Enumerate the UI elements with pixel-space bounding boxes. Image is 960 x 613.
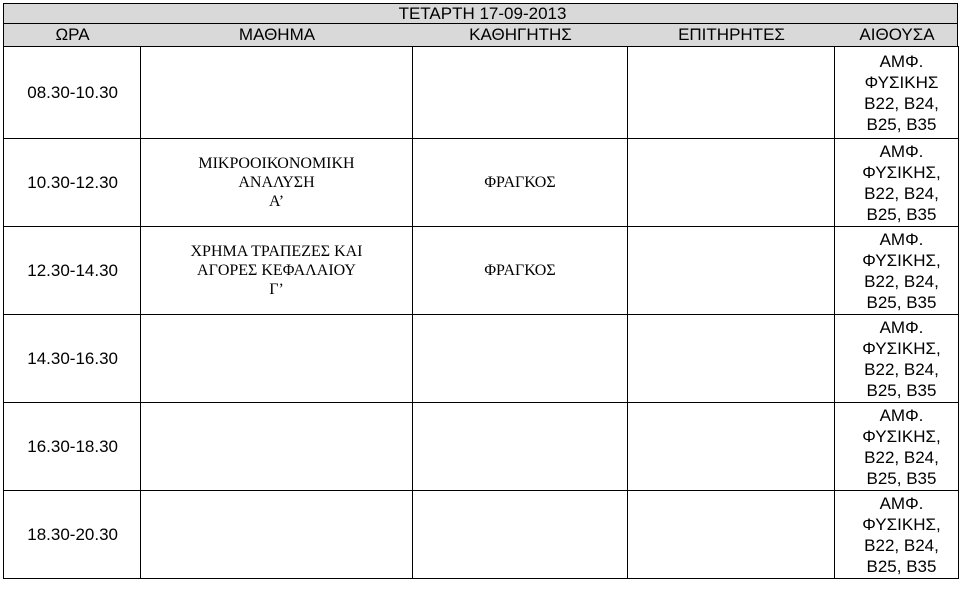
room-cell xyxy=(835,403,959,491)
professor-cell xyxy=(413,491,628,579)
professor-cell xyxy=(413,47,628,139)
room-line: Β25, Β35 xyxy=(866,556,937,576)
proctors-cell xyxy=(628,139,835,227)
course-line: ΑΓΟΡΕΣ ΚΕΦΑΛΑΙΟΥ xyxy=(197,262,356,279)
day-header xyxy=(3,3,958,24)
column-header-course: ΜΑΘΗΜΑ xyxy=(238,25,316,44)
room-line: Β25, Β35 xyxy=(866,114,937,134)
table-row xyxy=(4,47,959,139)
exam-schedule-sheet xyxy=(3,3,958,610)
time-slot: 16.30-18.30 xyxy=(4,403,141,491)
course-name xyxy=(141,154,412,211)
column-header-professor: ΚΑΘΗΓΗΤΗΣ xyxy=(469,25,572,44)
professor-cell xyxy=(413,315,628,403)
course-line: ΜΙΚΡΟΟΙΚΟΝΟΜΙΚΗ xyxy=(198,155,355,172)
day-title: ΤΕΤΑΡΤΗ 17-09-2013 xyxy=(398,4,567,23)
table-row xyxy=(4,139,959,227)
course-line: Α’ xyxy=(268,193,285,210)
room-line: ΑΜΦ. xyxy=(879,141,924,161)
professor-cell: ΦΡΑΓΚΟΣ xyxy=(413,227,628,315)
room-line: Β25, Β35 xyxy=(866,292,937,312)
room-line: Β22, Β24, xyxy=(864,535,939,555)
time-slot: 14.30-16.30 xyxy=(4,315,141,403)
professor-cell: ΦΡΑΓΚΟΣ xyxy=(413,139,628,227)
room-line: ΑΜΦ. xyxy=(879,229,924,249)
column-header-proctors: ΕΠΙΤΗΡΗΤΕΣ xyxy=(678,25,785,44)
column-header-time: ΩΡΑ xyxy=(55,25,90,44)
proctors-cell xyxy=(628,315,835,403)
room-line: Β25, Β35 xyxy=(866,380,937,400)
room-line: ΦΥΣΙΚΗΣ, xyxy=(862,162,941,182)
course-line: ΧΡΗΜΑ ΤΡΑΠΕΖΕΣ ΚΑΙ xyxy=(190,243,363,260)
room-cell xyxy=(835,47,959,139)
room-line: ΦΥΣΙΚΗΣ, xyxy=(862,250,941,270)
room-line: ΦΥΣΙΚΗΣ xyxy=(864,72,939,92)
schedule-table xyxy=(3,46,959,579)
room-line: Β22, Β24, xyxy=(864,447,939,467)
room-line: ΑΜΦ. xyxy=(879,317,924,337)
course-cell xyxy=(141,315,413,403)
room-line: ΦΥΣΙΚΗΣ, xyxy=(862,426,941,446)
room-cell xyxy=(835,139,959,227)
column-header-row xyxy=(3,24,958,46)
course-cell xyxy=(141,139,413,227)
room-line: Β22, Β24, xyxy=(864,271,939,291)
room-line: Β22, Β24, xyxy=(864,183,939,203)
time-slot: 12.30-14.30 xyxy=(4,227,141,315)
room-line: Β25, Β35 xyxy=(866,204,937,224)
time-slot: 10.30-12.30 xyxy=(4,139,141,227)
table-row xyxy=(4,403,959,491)
room-line: Β25, Β35 xyxy=(866,468,937,488)
table-row xyxy=(4,491,959,579)
room-cell xyxy=(835,491,959,579)
table-row xyxy=(4,227,959,315)
course-name xyxy=(141,242,412,299)
proctors-cell xyxy=(628,491,835,579)
room-cell xyxy=(835,315,959,403)
time-slot: 08.30-10.30 xyxy=(4,47,141,139)
room-cell xyxy=(835,227,959,315)
time-slot: 18.30-20.30 xyxy=(4,491,141,579)
course-line: Γ’ xyxy=(269,281,284,298)
course-cell xyxy=(141,227,413,315)
room-line: ΑΜΦ. xyxy=(879,493,924,513)
proctors-cell xyxy=(628,227,835,315)
proctors-cell xyxy=(628,403,835,491)
table-row xyxy=(4,315,959,403)
room-line: Β22, Β24, xyxy=(864,93,939,113)
course-cell xyxy=(141,403,413,491)
column-header-room: ΑΙΘΟΥΣΑ xyxy=(859,25,935,44)
course-cell xyxy=(141,47,413,139)
proctors-cell xyxy=(628,47,835,139)
room-line: ΑΜΦ. xyxy=(879,51,924,71)
room-line: ΦΥΣΙΚΗΣ, xyxy=(862,514,941,534)
course-line: ΑΝΑΛΥΣΗ xyxy=(238,174,315,191)
room-line: ΦΥΣΙΚΗΣ, xyxy=(862,338,941,358)
room-line: ΑΜΦ. xyxy=(879,405,924,425)
room-line: Β22, Β24, xyxy=(864,359,939,379)
course-cell xyxy=(141,491,413,579)
professor-cell xyxy=(413,403,628,491)
